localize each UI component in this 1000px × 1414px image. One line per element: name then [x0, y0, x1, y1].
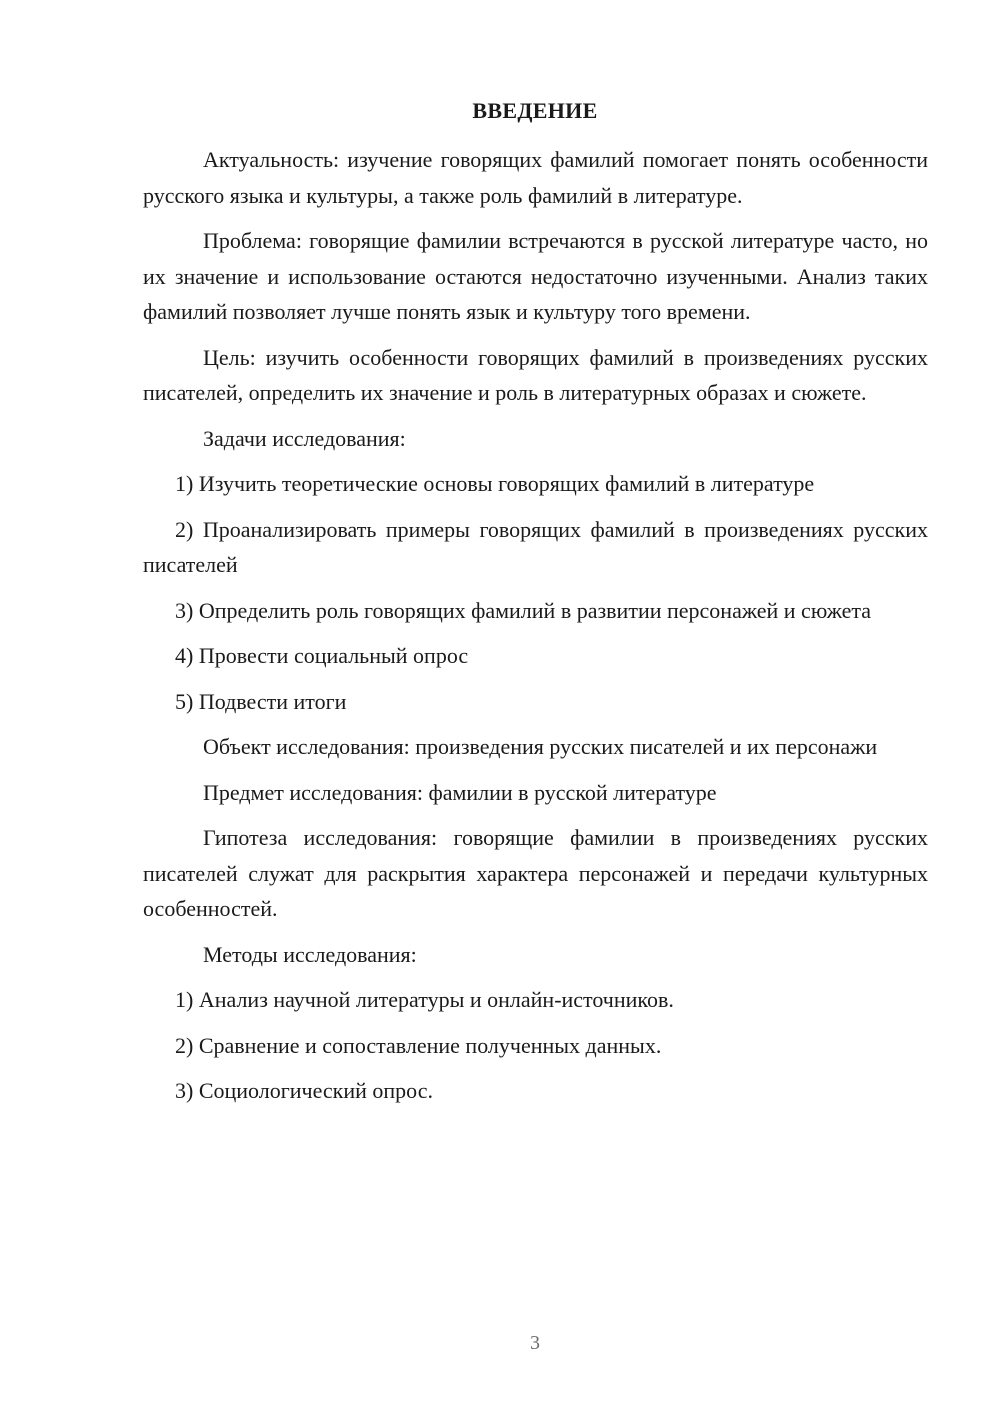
- goal-paragraph: Цель: изучить особенности говорящих фамилий в произведениях русских писателей, определить их значение и роль в литературных образах и сюжете.: [143, 344, 928, 405]
- methods-heading: Методы исследования:: [203, 941, 417, 967]
- object-paragraph: Объект исследования: произведения русских писателей и их персонажи: [203, 734, 878, 759]
- methods-list: [143, 982, 928, 1109]
- page-number: 3: [530, 1332, 540, 1354]
- task-item: 2) Проанализировать примеры говорящих фамилий в произведениях русских писателей: [143, 516, 928, 577]
- task-item: 5) Подвести итоги: [175, 688, 347, 714]
- problem-paragraph: Проблема: говорящие фамилии встречаются в русской литературе часто, но их значение и использование остаются недостаточно изученными. Анализ таких фамилий позволяет лучше понять язык и культуру того времени.: [143, 228, 928, 324]
- method-item: 3) Социологический опрос.: [175, 1078, 433, 1103]
- subject-paragraph: Предмет исследования: фамилии в русской литературе: [203, 779, 717, 805]
- tasks-list: [143, 466, 928, 719]
- page-title: ВВЕДЕНИЕ: [472, 98, 598, 123]
- relevance-paragraph: Актуальность: изучение говорящих фамилий помогает понять особенности русского языка и культуры, а также роль фамилий в литературе.: [143, 147, 928, 208]
- method-item: 1) Анализ научной литературы и онлайн-источников.: [175, 987, 674, 1012]
- task-item: 1) Изучить теоретические основы говорящих фамилий в литературе: [175, 471, 815, 496]
- document-body: [143, 142, 928, 1119]
- task-item: 4) Провести социальный опрос: [175, 643, 469, 668]
- tasks-heading: Задачи исследования:: [203, 425, 406, 451]
- method-item: 2) Сравнение и сопоставление полученных данных.: [175, 1032, 662, 1058]
- hypothesis-paragraph: Гипотеза исследования: говорящие фамилии в произведениях русских писателей служат для раскрытия характера персонажей и передачи культурных особенностей.: [143, 825, 928, 921]
- task-item: 3) Определить роль говорящих фамилий в развитии персонажей и сюжета: [175, 597, 872, 623]
